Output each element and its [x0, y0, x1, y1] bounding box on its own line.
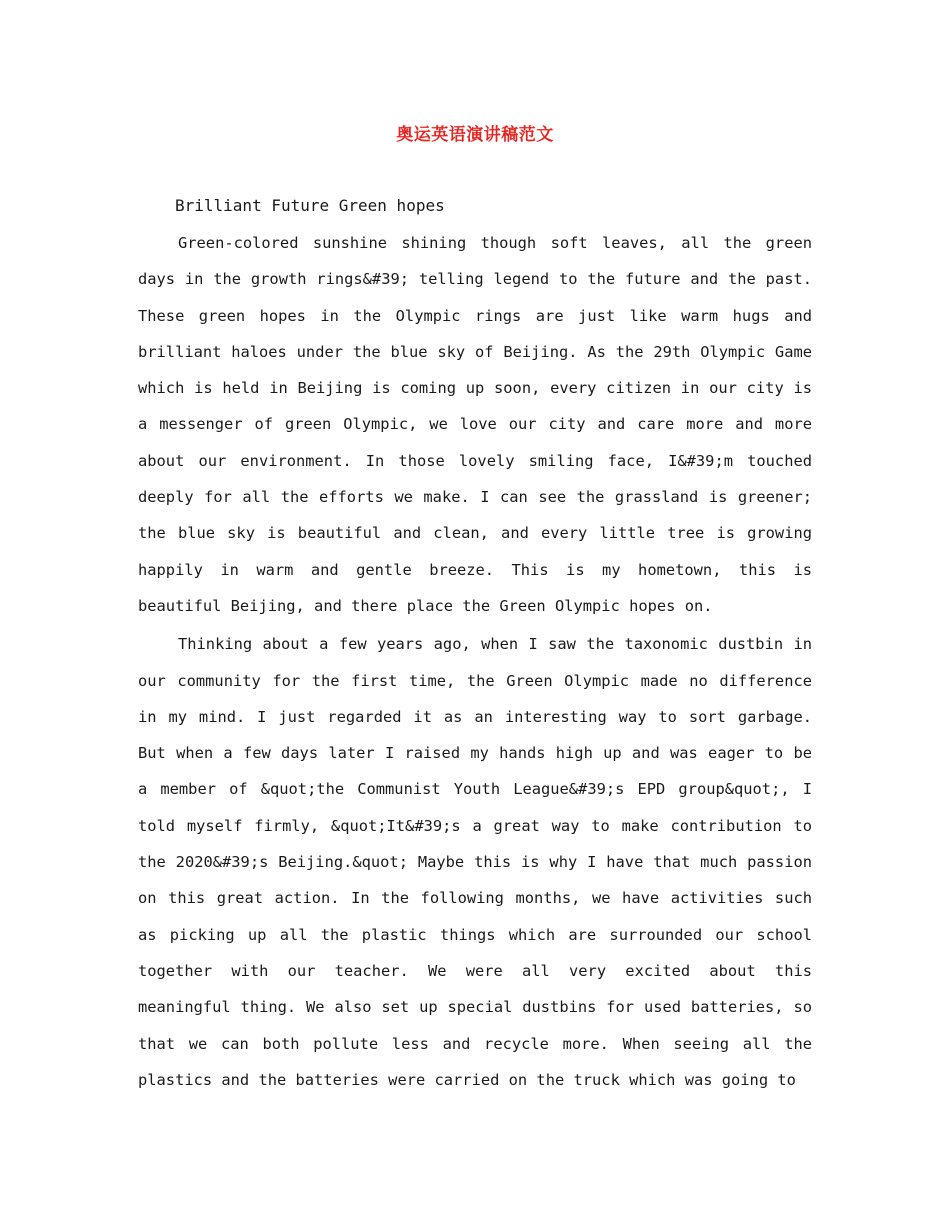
document-title: 奥运英语演讲稿范文 — [396, 125, 554, 145]
document-subtitle: Brilliant Future Green hopes — [175, 196, 445, 215]
paragraph: Green-colored sunshine shining though soft leaves, all the green days in the growth rings&#39; telling legend to the future and the past. These green hopes in the Olympic rings are just like warm hugs and brilliant haloes under the blue sky of Beijing. As the 29th Olympic Game which is held in Beijing is coming up soon, every citizen in our city is a messenger of green Olympic, we love our city and care more and more about our environment. In those lovely smiling face, I&#39;m touched deeply for all the efforts we make. I can see the grassland is greener; the blue sky is beautiful and clean, and every little tree is growing happily in warm and gentle breeze. This is my hometown, this is beautiful Beijing, and there place the Green Olympic hopes on. — [138, 234, 812, 615]
paragraph: Thinking about a few years ago, when I saw the taxonomic dustbin in our community for the first time, the Green Olympic made no difference in my mind. I just regarded it as an interesting way to sort garbage. But when a few days later I raised my hands high up and was eager to be a member of &quot;the Communist Youth League&#39;s EPD group&quot;, I told myself firmly, &quot;It&#39;s a great way to make contribution to the 2020&#39;s Beijing.&quot; Maybe this is why I have that much passion on this great action. In the following months, we have activities such as picking up all the plastic things which are surrounded our school together with our teacher. We were all very excited about this meaningful thing. We also set up special dustbins for used batteries, so that we can both pollute less and recycle more. When seeing all the plastics and the batteries were carried on the truck which was going to — [138, 635, 812, 1089]
document-body — [138, 225, 812, 1100]
